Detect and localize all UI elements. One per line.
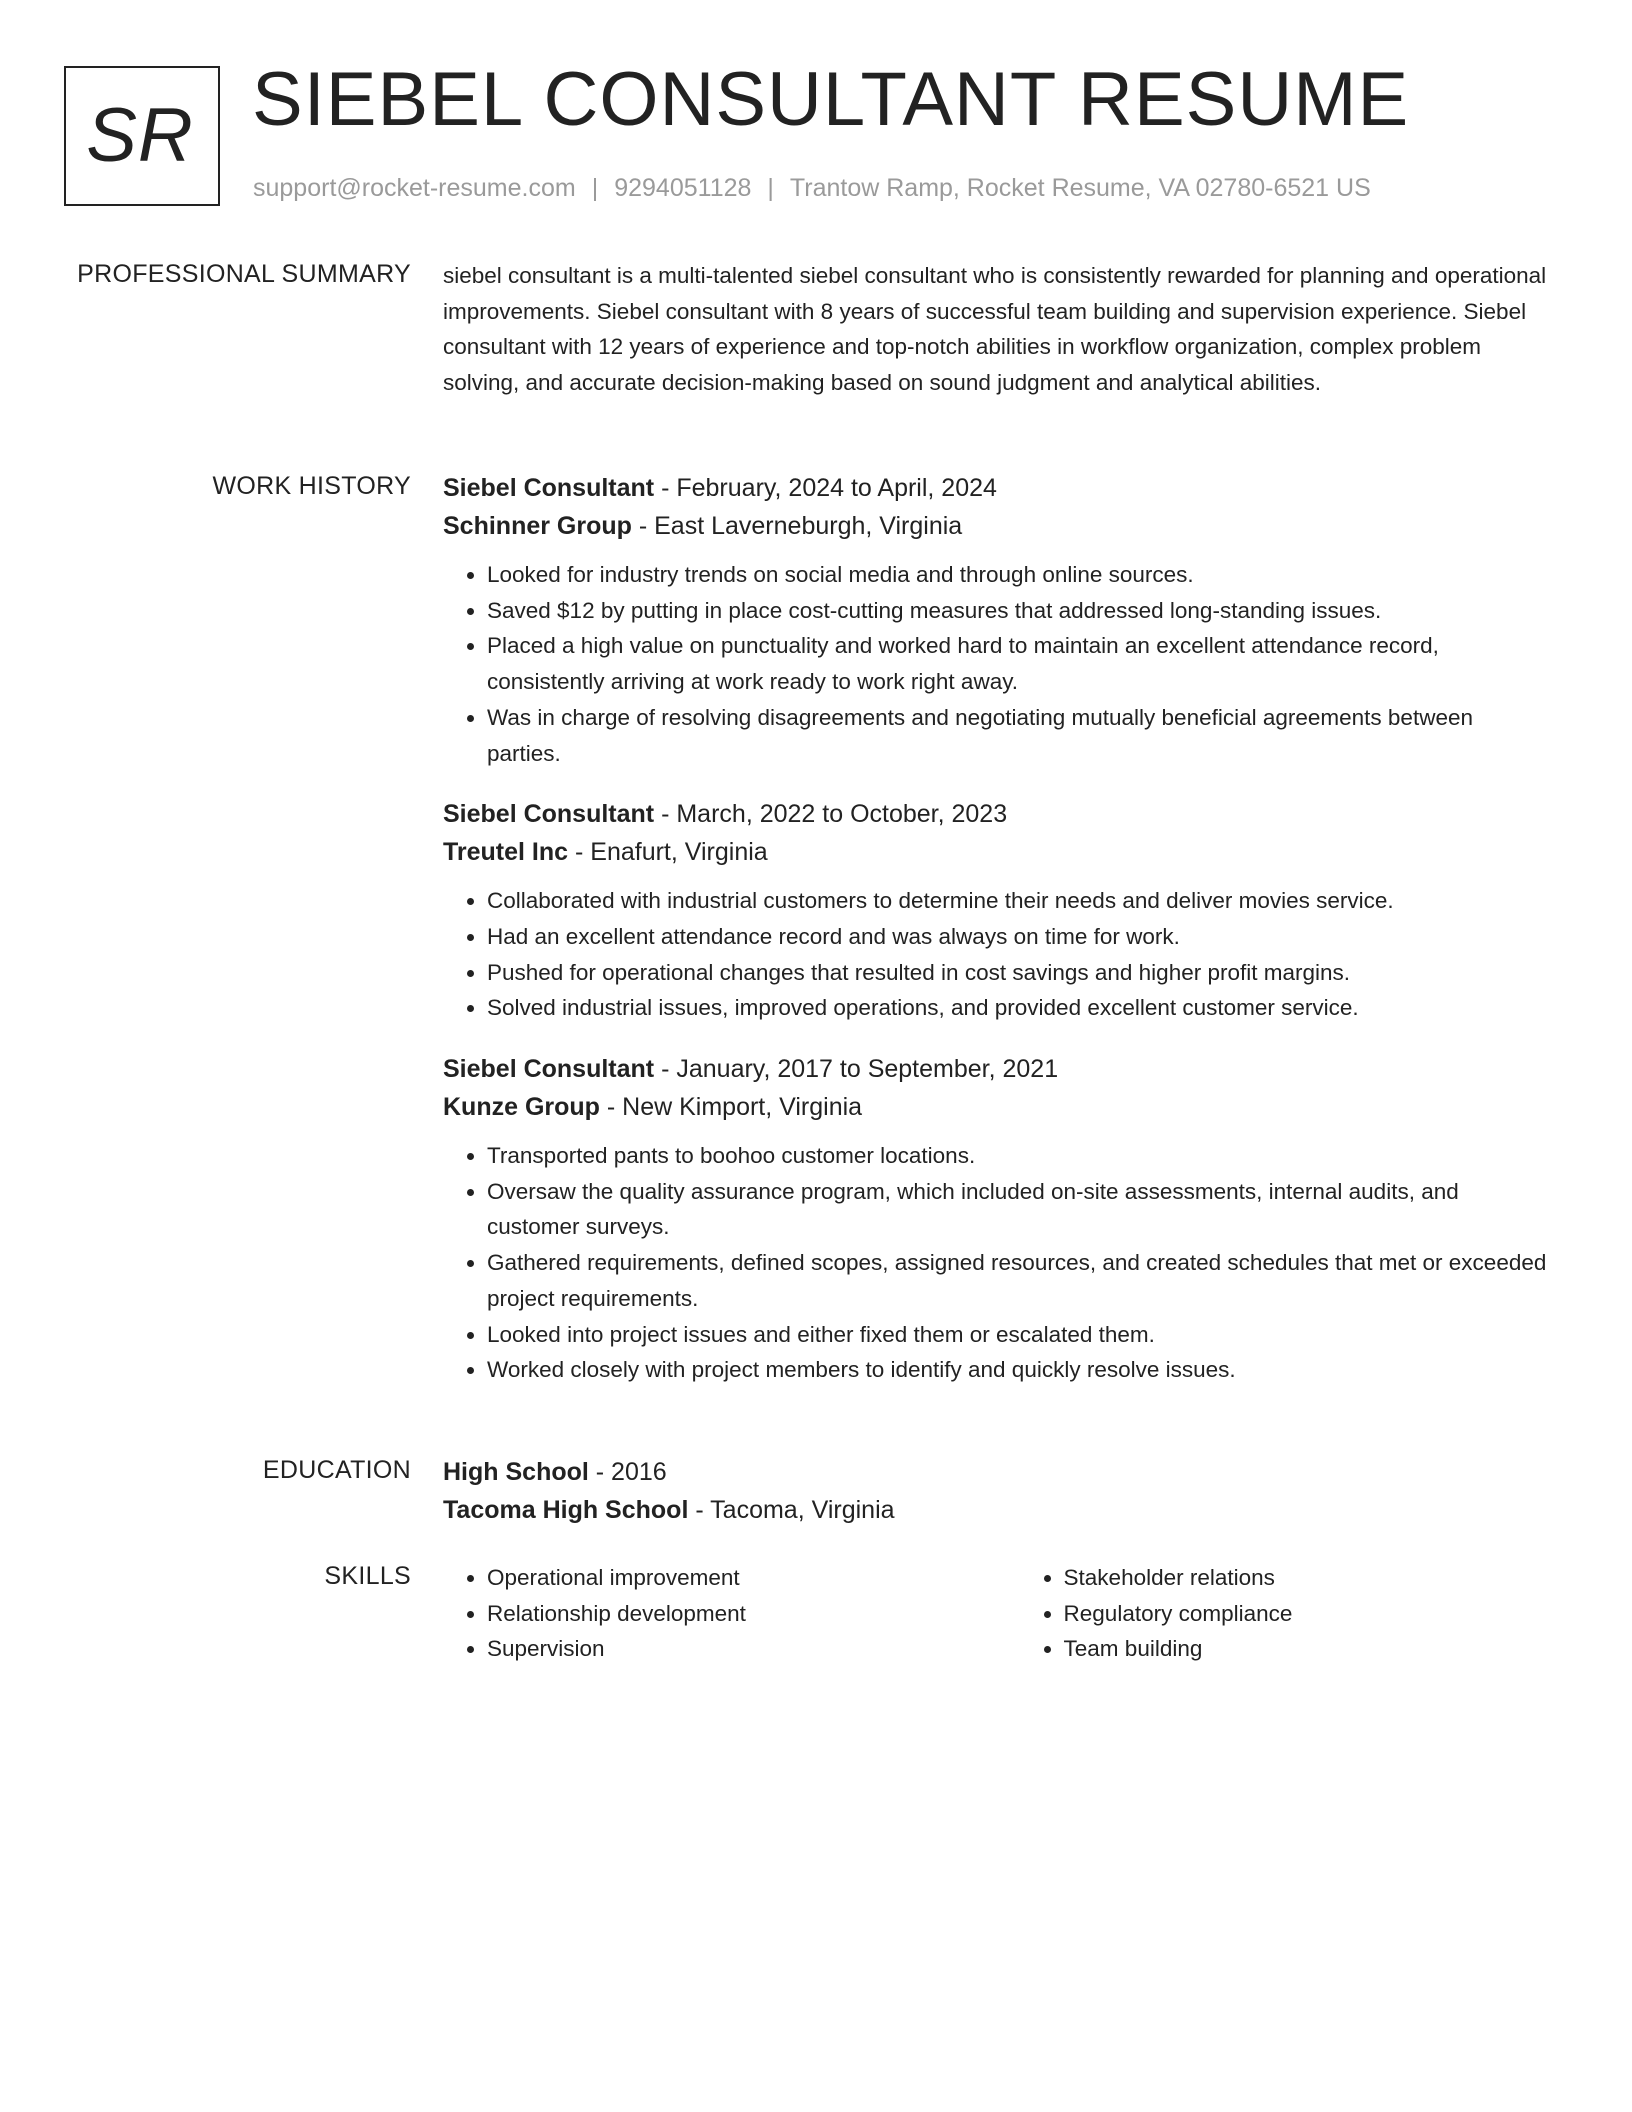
skills-list-right	[1020, 1560, 1553, 1667]
contact-address: Trantow Ramp, Rocket Resume, VA 02780-6521 US	[789, 174, 1371, 202]
job-location: - Enafurt, Virginia	[568, 838, 768, 867]
job-title-line	[443, 1050, 1553, 1088]
summary-text: siebel consultant is a multi-talented siebel consultant who is consistently rewarded for planning and operational improvements. Siebel consultant with 8 years of successful team building and supervision experience. Siebel consultant with 12 years of experience and top-notch abilities in workflow organization, complex problem solving, and accurate decision-making based on sound judgment and analytical abilities.	[443, 263, 1547, 395]
job-entry	[443, 1050, 1553, 1388]
contact-phone: 9294051128	[614, 174, 752, 202]
job-company: Kunze Group	[443, 1093, 600, 1122]
contact-separator: |	[591, 174, 599, 202]
job-company: Schinner Group	[443, 512, 632, 540]
monogram-initials: SR	[86, 93, 194, 178]
job-entry	[443, 795, 1553, 1026]
education-location: - Tacoma, Virginia	[688, 1496, 895, 1524]
skills-heading: SKILLS	[324, 1562, 411, 1590]
job-bullet: • Transported pants to boohoo customer locations.	[487, 1138, 1553, 1174]
contact-email: support@rocket-resume.com	[253, 174, 576, 202]
job-bullets	[443, 1138, 1553, 1388]
job-title: Siebel Consultant	[443, 474, 655, 502]
job-location: - East Laverneburgh, Virginia	[631, 512, 963, 540]
job-bullet: • Placed a high value on punctuality and worked hard to maintain an excellent attendance record, consistently arriving at work ready to work right away.	[487, 628, 1553, 699]
work-history-heading: WORK HISTORY	[212, 472, 411, 500]
education-degree: High School	[443, 1458, 589, 1486]
job-company-line	[443, 507, 1553, 545]
job-title-line	[443, 469, 1553, 507]
job-bullet: • Solved industrial issues, improved operations, and provided excellent customer service.	[487, 990, 1553, 1026]
job-bullet: • Was in charge of resolving disagreements and negotiating mutually beneficial agreements between parties.	[487, 700, 1553, 771]
monogram-box	[64, 66, 220, 206]
contact-separator: |	[767, 174, 774, 202]
education-body	[443, 1453, 1553, 1529]
education-school-line	[443, 1491, 1553, 1529]
job-bullets	[443, 883, 1553, 1026]
job-bullet: • Worked closely with project members to identify and quickly resolve issues.	[487, 1352, 1553, 1388]
job-title: Siebel Consultant	[443, 800, 655, 829]
skill-item: • Operational improvement	[487, 1560, 1020, 1596]
job-company: Treutel Inc	[443, 838, 569, 867]
job-bullet: • Saved $12 by putting in place cost-cutting measures that addressed long-standing issues.	[487, 593, 1553, 629]
job-location: - New Kimport, Virginia	[599, 1093, 863, 1122]
skills-columns	[443, 1560, 1553, 1667]
job-dates: - February, 2024 to April, 2024	[654, 474, 997, 502]
job-entry	[443, 469, 1553, 771]
job-title: Siebel Consultant	[443, 1055, 655, 1084]
resume-title: SIEBEL CONSULTANT RESUME	[252, 57, 1410, 142]
skill-item: • Stakeholder relations	[1064, 1560, 1553, 1596]
job-dates: - January, 2017 to September, 2021	[654, 1055, 1059, 1084]
job-company-line	[443, 1088, 1553, 1126]
job-dates: - March, 2022 to October, 2023	[654, 800, 1008, 829]
education-school: Tacoma High School	[443, 1496, 689, 1524]
skills-list-left	[443, 1560, 1020, 1667]
work-history-body	[443, 469, 1553, 1412]
skill-item: • Supervision	[487, 1631, 1020, 1667]
job-title-line	[443, 795, 1553, 833]
job-bullet: • Oversaw the quality assurance program, which included on-site assessments, internal audits, and customer surveys.	[487, 1174, 1553, 1245]
job-company-line	[443, 833, 1553, 871]
job-bullet: • Pushed for operational changes that resulted in cost savings and higher profit margins.	[487, 955, 1553, 991]
education-year: - 2016	[588, 1458, 667, 1486]
skill-item: • Team building	[1064, 1631, 1553, 1667]
job-bullet: • Looked for industry trends on social media and through online sources.	[487, 557, 1553, 593]
job-bullet: • Gathered requirements, defined scopes, assigned resources, and created schedules that met or exceeded project requirements.	[487, 1245, 1553, 1316]
contact-line	[253, 173, 1371, 203]
skill-item: • Relationship development	[487, 1596, 1020, 1632]
job-bullet: • Collaborated with industrial customers to determine their needs and deliver movies service.	[487, 883, 1553, 919]
skill-item: • Regulatory compliance	[1064, 1596, 1553, 1632]
summary-body	[443, 258, 1553, 400]
summary-heading: PROFESSIONAL SUMMARY	[77, 260, 411, 288]
education-degree-line	[443, 1453, 1553, 1491]
job-bullet: • Looked into project issues and either fixed them or escalated them.	[487, 1317, 1553, 1353]
job-bullets	[443, 557, 1553, 771]
skills-body	[443, 1560, 1553, 1667]
education-heading: EDUCATION	[262, 1456, 411, 1484]
job-bullet: • Had an excellent attendance record and was always on time for work.	[487, 919, 1553, 955]
